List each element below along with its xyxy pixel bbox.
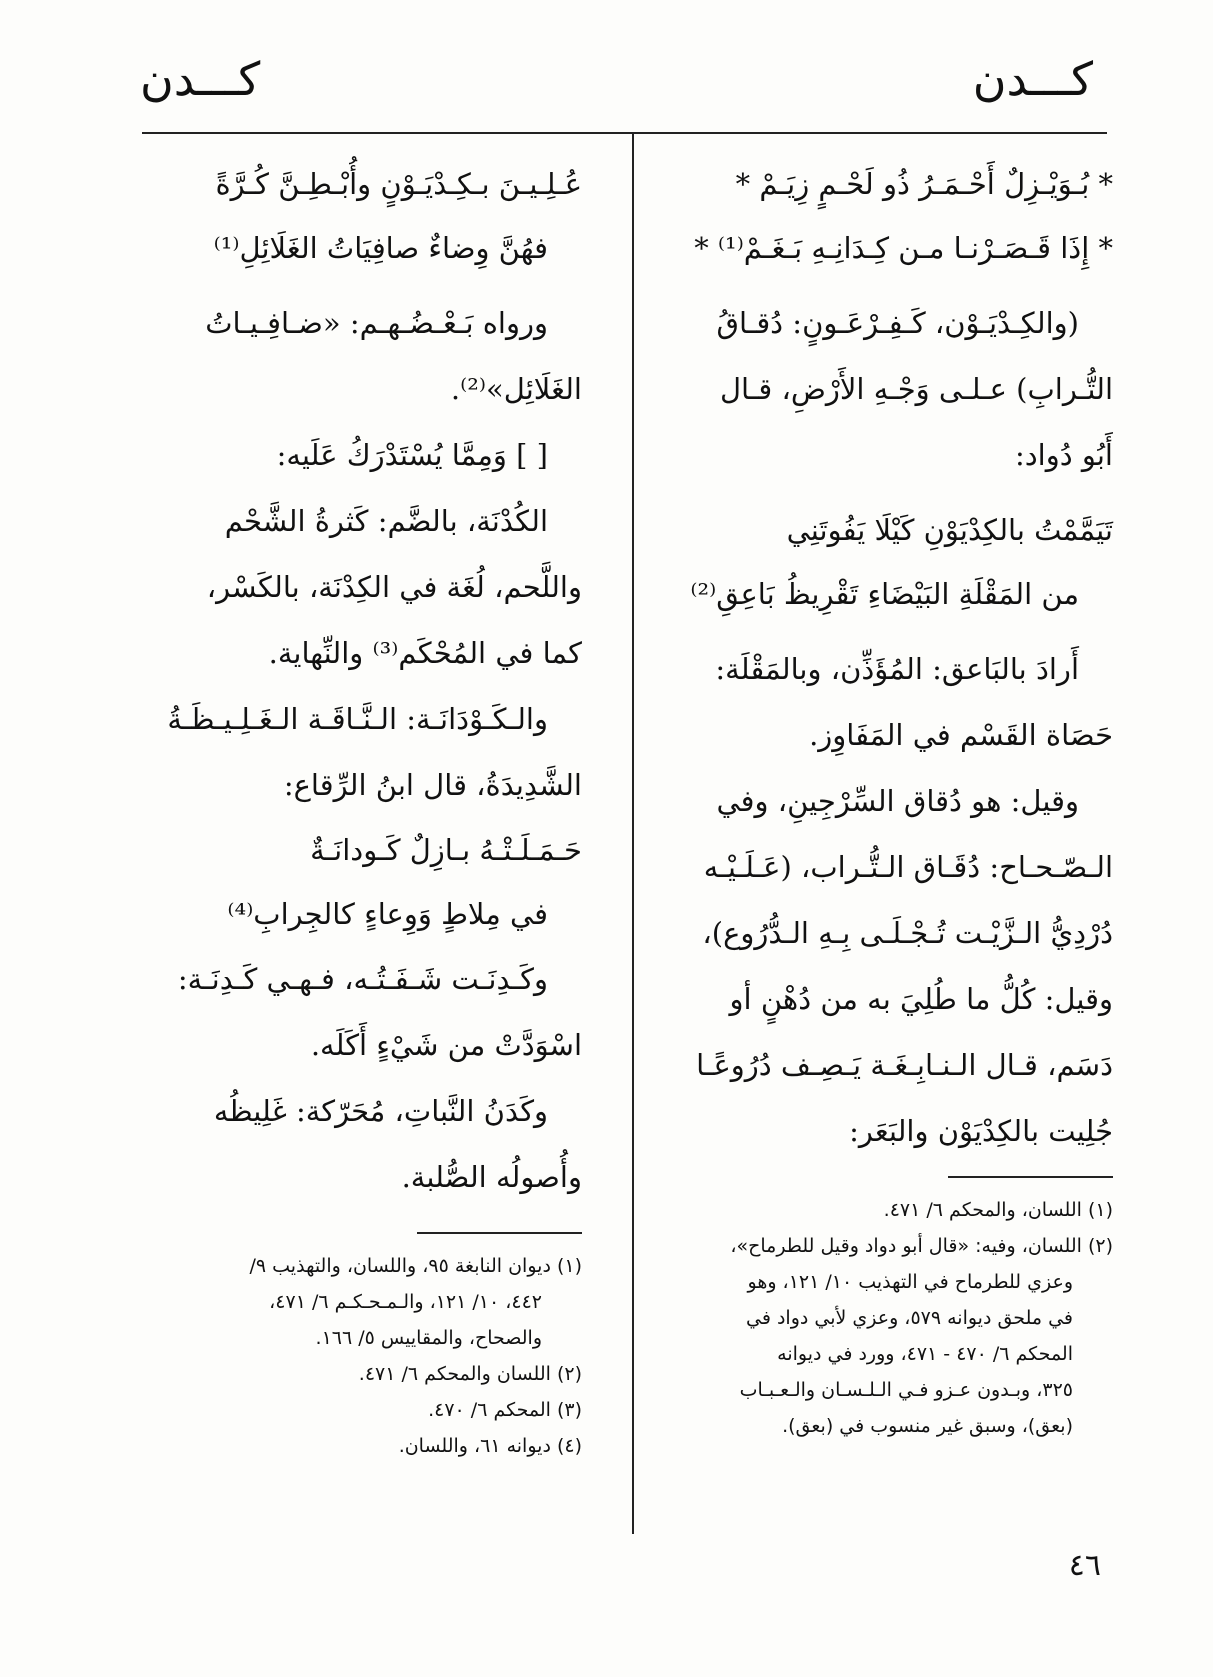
verse-line: * إِذَا قَـصَـرْنـا مـن كِـدَانِـهِ بَـغَـمْ⁽¹⁾ * xyxy=(694,231,1113,265)
right-column xyxy=(663,152,1113,1444)
page-number: ٤٦ xyxy=(1068,1548,1101,1583)
verse-line: عُـلِـيـنَ بـكِـدْيَـوْنٍ وأُبْـطِـنَّ كُـرَّةً xyxy=(215,167,582,201)
footnote-rule xyxy=(948,1176,1113,1178)
text-line: ورواه بَـعْـضُـهـم: «ضـافِـيـاتُ xyxy=(205,306,548,340)
text-line: أَرادَ بالبَاعق: المُؤَذِّن، وبالمَقْلَة: xyxy=(715,652,1079,686)
text-line: وكَدَنُ النَّباتِ، مُحَرّكة: غَلِيظُه xyxy=(213,1094,548,1128)
text-line: الكُدْنَة، بالضَّم: كَثرةُ الشَّحْم xyxy=(224,504,548,538)
footnote: (٤) ديوانه ٦١، واللسان. xyxy=(398,1435,582,1457)
text-line: الـصّـحـاح: دُقَـاق الـتُّـراب، (عَـلَـيْـه xyxy=(703,850,1113,884)
footnote-rule xyxy=(417,1232,582,1234)
footnote: (١) ديوان النابغة ٩٥، واللسان، والتهذيب ٩/ xyxy=(249,1255,582,1277)
text-line: الغَلَائِل»⁽²⁾. xyxy=(450,372,582,406)
text-line: جُلِيت بالكِدْيَوْن والبَعَر: xyxy=(849,1114,1113,1148)
text-line: (والكِـدْيَـوْن، كَـفِـرْعَـونٍ: دُقـاقُ xyxy=(716,306,1079,340)
footnote: (٢) اللسان والمحكم ٦/ ٤٧١. xyxy=(358,1363,582,1385)
left-column xyxy=(142,152,582,1464)
text-line: دَسَم، قـال الـنـابِـغَـة يَـصِـف دُرُوعًـا xyxy=(696,1048,1113,1082)
footnote: ٤٤٢، ١٠/ ١٢١، والـمـحـكـم ٦/ ٤٧١، xyxy=(269,1291,542,1313)
text-line: دُرْدِيُّ الـزَّيْـت تُـجْـلَـى بِـهِ الـدُّرُوع)، xyxy=(702,916,1113,950)
footnote: (بعق)، وسبق غير منسوب في (بعق). xyxy=(782,1415,1073,1437)
footnote: وعزي للطرماح في التهذيب ١٠/ ١٢١، وهو xyxy=(747,1271,1073,1293)
running-header-right: كـــدن xyxy=(972,52,1093,106)
text-line: [ ] وَمِمَّا يُسْتَدْرَكُ عَلَيه: xyxy=(276,438,548,472)
verse-line: حَـمَـلَـتْـهُ بـازِلٌ كَـودانَـةٌ xyxy=(310,833,582,867)
footnote: (٢) اللسان، وفيه: «قال أبو دواد وقيل للطرماح»، xyxy=(730,1235,1113,1257)
text-line: وكَـدِنَـت شَـفَـتُـه، فـهـي كَـدِنَـة: xyxy=(177,962,548,996)
text-line: اسْوَدَّتْ من شَيْءٍ أَكَلَه. xyxy=(310,1028,582,1062)
text-line: كما في المُحْكَم⁽³⁾ والنِّهاية. xyxy=(268,636,582,670)
text-line: التُّـرابِ) عـلـى وَجْـهِ الأَرْضِ، قـال xyxy=(719,372,1113,406)
verse-line: * بُـوَيْـزِلٌ أَحْـمَـرُ ذُو لَحْـمٍ زِيَـمْ * xyxy=(735,167,1113,201)
text-line: والـكَـوْدَانَـة: الـنَّـاقَـة الـغَـلِـيـظَـةُ xyxy=(167,702,548,736)
text-line: وقيل: كُلُّ ما طُلِيَ به من دُهْنٍ أو xyxy=(729,982,1113,1016)
running-header-left: كـــدن xyxy=(140,52,261,106)
text-line: أَبُو دُواد: xyxy=(1015,438,1113,472)
footnote: (١) اللسان، والمحكم ٦/ ٤٧١. xyxy=(883,1199,1113,1221)
text-line: وقيل: هو دُقاق السِّرْجِينِ، وفي xyxy=(716,784,1079,818)
column-divider xyxy=(632,134,634,1534)
text-line: وأُصولُه الصُّلبة. xyxy=(401,1160,582,1194)
text-line: الشَّدِيدَةُ، قال ابنُ الرِّقاع: xyxy=(283,768,582,802)
footnote: ٣٢٥، وبـدون عـزو فـي الـلـسـان والـعـبـاب xyxy=(739,1379,1073,1401)
verse-line: فهُنَّ وِضاءٌ صافِيَاتُ الغَلَائِلِ⁽¹⁾ xyxy=(213,231,548,265)
footnote: (٣) المحكم ٦/ ٤٧٠. xyxy=(428,1399,582,1421)
footnote: والصحاح، والمقاييس ٥/ ١٦٦. xyxy=(315,1327,542,1349)
text-line: حَصَاة القَسْم في المَفَاوِز. xyxy=(809,718,1113,752)
verse-line: في مِلاطٍ وَوِعاءٍ كالجِرابِ⁽⁴⁾ xyxy=(227,897,548,931)
footnote: في ملحق ديوانه ٥٧٩، وعزي لأبي دواد في xyxy=(746,1307,1073,1329)
verse-line: تَيَمَّمْتُ بالكِدْيَوْنِ كَيْلَا يَفُوتَنِي xyxy=(786,513,1113,547)
verse-line: من المَقْلَةِ البَيْضَاءِ تَقْرِيظُ بَاعِقِ⁽²⁾ xyxy=(690,577,1079,611)
footnote: المحكم ٦/ ٤٧٠ - ٤٧١، وورد في ديوانه xyxy=(777,1343,1073,1365)
header-rule xyxy=(142,132,1107,134)
text-line: واللَّحم، لُغَة في الكِدْنَة، بالكَسْر، xyxy=(206,570,582,604)
